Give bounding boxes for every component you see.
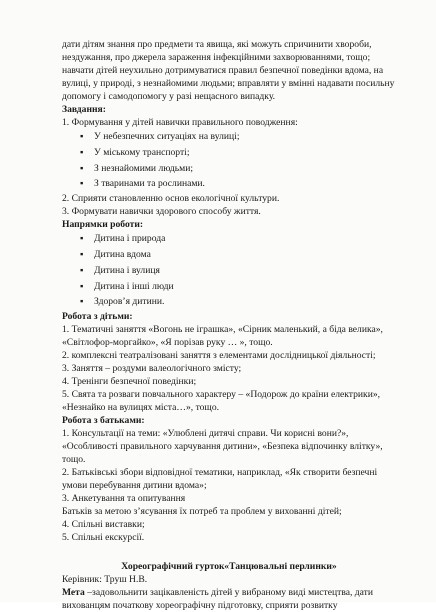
bullet-icon: ▪ <box>80 233 84 245</box>
circle-leader: Керівник: Труш Н.В. <box>62 574 148 586</box>
tasks-item-3: 3. Формувати навички здорового способу життя. <box>62 206 261 218</box>
bullet-icon: ▪ <box>80 264 84 276</box>
list-item: ▪ Дитина і природа <box>80 231 396 247</box>
circle-goal <box>62 586 396 612</box>
intro-paragraph: дати дітям знання про предмети та явища, які можуть спричинити хвороби, нездужання, про джерела зараження інфекційними захворюваннями, тощо; навчати дітей неухильно дотримуватися правил безпечної поведінки вдома, на вулиці, у природі, з незнайомими людьми; вправляти у вмінні надавати посильну допомогу і самодопомогу у разі нещасного випадку. <box>62 39 395 102</box>
bullet-icon: ▪ <box>80 146 84 158</box>
bullet-icon: ▪ <box>80 162 84 174</box>
work-children-item: 4. Тренінги безпечної поведінки; <box>62 376 197 388</box>
work-children-item: 5. Свята та розваги повчального характеру – «Подорож до країни електрики», «Незнайко на вулицях міста…», тощо. <box>62 389 381 414</box>
directions-heading: Напрямки роботи: <box>62 219 144 231</box>
goal-text: –задовольнити зацікавленість дітей у вибраному виді мистецтва, дати вихованцям початкову хореографічну підготовку, сприяти розвитку <box>62 587 374 612</box>
bullet-icon: ▪ <box>80 296 84 308</box>
work-children-item: 3. Заняття – роздуми валеологічного змісту; <box>62 363 242 375</box>
list-item: ▪ У небезпечних ситуаціях на вулиці; <box>80 129 396 145</box>
work-parents-heading: Робота з батьками: <box>62 415 145 427</box>
work-parents-item: 2. Батьківські збори відповідної тематики, наприклад, «Як створити безпечні умови перебування дитини вдома»; <box>62 467 378 492</box>
directions-bullet-list <box>62 231 396 310</box>
bullet-icon: ▪ <box>80 280 84 292</box>
list-item: ▪ У міському транспорті; <box>80 145 396 161</box>
work-children-item: 2. комплексні театралізовані заняття з елементами дослідницької діяльності; <box>62 350 376 362</box>
work-parents-item: 3. Анкетування та опитування <box>62 493 186 505</box>
list-item: ▪ Дитина і вулиця <box>80 263 396 279</box>
tasks-item-1: 1. Формування у дітей навички правильного поводження: <box>62 117 298 128</box>
circle-title: Хореографічний гурток«Танцювальні перлинки» <box>121 561 337 573</box>
tasks-heading: Завдання: <box>62 104 106 115</box>
work-parents-item: 5. Спільні екскурсії. <box>62 532 145 544</box>
list-item: ▪ Здоров’я дитини. <box>80 294 396 310</box>
bullet-icon: ▪ <box>80 131 84 142</box>
list-item: ▪ Дитина і інші люди <box>80 279 396 295</box>
tasks-bullet-list <box>62 129 396 192</box>
work-children-heading: Робота з дітьми: <box>62 311 133 323</box>
list-item: ▪ З тваринами та рослинами. <box>80 176 396 192</box>
work-parents-item: 4. Спільні виставки; <box>62 519 145 531</box>
bullet-icon: ▪ <box>80 178 84 190</box>
list-item: ▪ З незнайомими людьми; <box>80 161 396 177</box>
goal-label: Мета <box>62 587 85 599</box>
work-parents-item: Батьків за метою з’ясування їх потреб та проблем у вихованні дітей; <box>62 506 342 518</box>
tasks-item-2: 2. Сприяти становленню основ екологічної культури. <box>62 193 280 205</box>
list-item: ▪ Дитина вдома <box>80 247 396 263</box>
work-children-item: 1. Тематичні заняття «Вогонь не іграшка», «Сірник маленький, а біда велика», «Світлофор-моргайко», «Я порізав руку … », тощо. <box>62 324 383 349</box>
bullet-icon: ▪ <box>80 248 84 260</box>
work-parents-item: 1. Консультації на теми: «Улюблені дитячі справи. Чи корисні вони?», «Особливості правильного харчування дитини», «Безпека відпочинку влітку», тощо. <box>62 428 383 466</box>
